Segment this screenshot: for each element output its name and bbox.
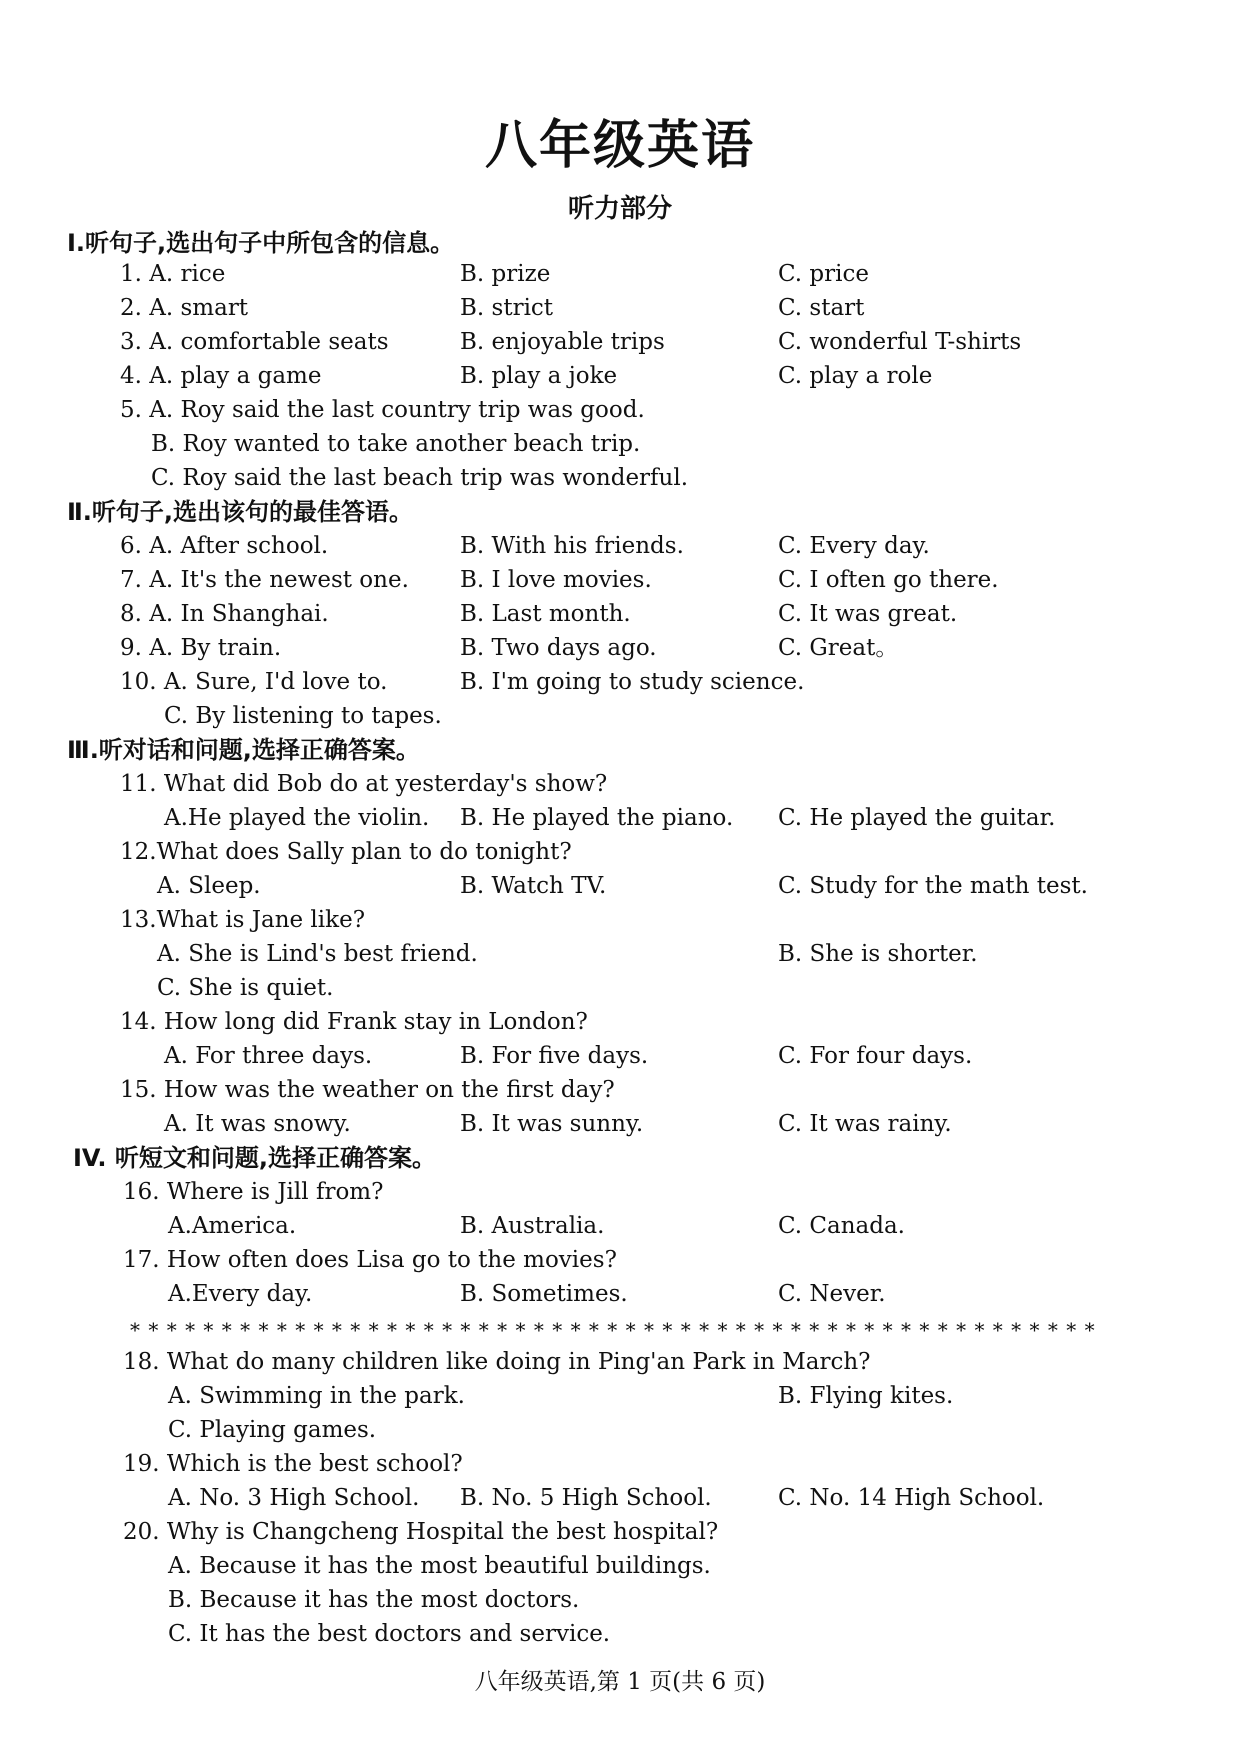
q3-option-c: C. wonderful T-shirts xyxy=(778,329,1022,355)
q7-option-c: C. I often go there. xyxy=(778,567,999,593)
q8-option-b: B. Last month. xyxy=(460,601,631,627)
q18-question: 18. What do many children like doing in Ping'an Park in March? xyxy=(123,1349,871,1375)
section-heading-listening: 听力部分 xyxy=(567,194,672,224)
star-separator: * * * * * * * * * * * * * * * * * * * * * * * * * * * * * * * * * * * * * * * * * * * * * * * * * * * * * xyxy=(130,1318,1096,1342)
q10-option-c: C. By listening to tapes. xyxy=(164,703,442,729)
q16-option-b: B. Australia. xyxy=(460,1213,605,1239)
q19-option-b: B. No. 5 High School. xyxy=(460,1485,712,1511)
q17-option-b: B. Sometimes. xyxy=(460,1281,628,1307)
q1-option-c: C. price xyxy=(778,261,869,287)
q14-option-b: B. For five days. xyxy=(460,1043,649,1069)
q16-option-c: C. Canada. xyxy=(778,1213,905,1239)
q2-option-b: B. strict xyxy=(460,295,554,321)
q20-question: 20. Why is Changcheng Hospital the best hospital? xyxy=(123,1519,719,1545)
section-4-heading: IV. 听短文和问题,选择正确答案。 xyxy=(73,1144,436,1172)
q20-option-b: B. Because it has the most doctors. xyxy=(168,1587,580,1613)
q12-question: 12.What does Sally plan to do tonight? xyxy=(120,839,572,865)
q7-option-b: B. I love movies. xyxy=(460,567,652,593)
q6-option-a: 6. A. After school. xyxy=(120,533,329,559)
q3-option-b: B. enjoyable trips xyxy=(460,329,665,355)
q20-option-a: A. Because it has the most beautiful buildings. xyxy=(168,1553,711,1579)
q9-option-b: B. Two days ago. xyxy=(460,635,657,661)
q16-question: 16. Where is Jill from? xyxy=(123,1179,384,1205)
q13-option-c: C. She is quiet. xyxy=(157,975,334,1001)
q11-option-b: B. He played the piano. xyxy=(460,805,734,831)
q8-option-c: C. It was great. xyxy=(778,601,958,627)
q19-question: 19. Which is the best school? xyxy=(123,1451,463,1477)
q18-option-b: B. Flying kites. xyxy=(778,1383,954,1409)
q3-option-a: 3. A. comfortable seats xyxy=(120,329,389,355)
q8-option-a: 8. A. In Shanghai. xyxy=(120,601,329,627)
q15-option-c: C. It was rainy. xyxy=(778,1111,952,1137)
page-title: 八年级英语 xyxy=(484,116,755,176)
q5-option-c: C. Roy said the last beach trip was wonderful. xyxy=(151,465,689,491)
q1-option-a: 1. A. rice xyxy=(120,261,226,287)
q11-option-a: A.He played the violin. xyxy=(164,805,430,831)
q9-option-c: C. Great。 xyxy=(778,635,899,661)
section-3-heading: Ⅲ.听对话和问题,选择正确答案。 xyxy=(67,736,420,764)
q13-question: 13.What is Jane like? xyxy=(120,907,366,933)
q10-option-b: B. I'm going to study science. xyxy=(460,669,805,695)
q1-option-b: B. prize xyxy=(460,261,551,287)
q4-option-b: B. play a joke xyxy=(460,363,618,389)
q11-question: 11. What did Bob do at yesterday's show? xyxy=(120,771,608,797)
page-footer: 八年级英语,第 1 页(共 6 页) xyxy=(474,1669,766,1695)
section-1-heading: Ⅰ.听句子,选出句子中所包含的信息。 xyxy=(67,229,455,257)
q14-question: 14. How long did Frank stay in London? xyxy=(120,1009,588,1035)
q6-option-c: C. Every day. xyxy=(778,533,930,559)
q18-option-c: C. Playing games. xyxy=(168,1417,377,1443)
q12-option-a: A. Sleep. xyxy=(157,873,261,899)
q18-option-a: A. Swimming in the park. xyxy=(168,1383,465,1409)
q20-option-c: C. It has the best doctors and service. xyxy=(168,1621,611,1647)
q10-option-a: 10. A. Sure, I'd love to. xyxy=(120,669,388,695)
q12-option-b: B. Watch TV. xyxy=(460,873,607,899)
q17-option-c: C. Never. xyxy=(778,1281,886,1307)
q13-option-b: B. She is shorter. xyxy=(778,941,978,967)
q15-option-b: B. It was sunny. xyxy=(460,1111,644,1137)
section-2-heading: Ⅱ.听句子,选出该句的最佳答语。 xyxy=(67,498,414,526)
q12-option-c: C. Study for the math test. xyxy=(778,873,1088,899)
q15-option-a: A. It was snowy. xyxy=(164,1111,351,1137)
q11-option-c: C. He played the guitar. xyxy=(778,805,1056,831)
q19-option-c: C. No. 14 High School. xyxy=(778,1485,1045,1511)
q5-option-a: 5. A. Roy said the last country trip was good. xyxy=(120,397,645,423)
q19-option-a: A. No. 3 High School. xyxy=(168,1485,420,1511)
q2-option-a: 2. A. smart xyxy=(120,295,249,321)
q7-option-a: 7. A. It's the newest one. xyxy=(120,567,409,593)
q14-option-a: A. For three days. xyxy=(164,1043,373,1069)
q9-option-a: 9. A. By train. xyxy=(120,635,282,661)
q6-option-b: B. With his friends. xyxy=(460,533,684,559)
q2-option-c: C. start xyxy=(778,295,865,321)
q13-option-a: A. She is Lind's best friend. xyxy=(157,941,478,967)
q14-option-c: C. For four days. xyxy=(778,1043,973,1069)
q15-question: 15. How was the weather on the first day? xyxy=(120,1077,615,1103)
q5-option-b: B. Roy wanted to take another beach trip. xyxy=(151,431,641,457)
q17-option-a: A.Every day. xyxy=(168,1281,313,1307)
q4-option-c: C. play a role xyxy=(778,363,933,389)
q16-option-a: A.America. xyxy=(168,1213,297,1239)
q4-option-a: 4. A. play a game xyxy=(120,363,322,389)
q17-question: 17. How often does Lisa go to the movies? xyxy=(123,1247,617,1273)
